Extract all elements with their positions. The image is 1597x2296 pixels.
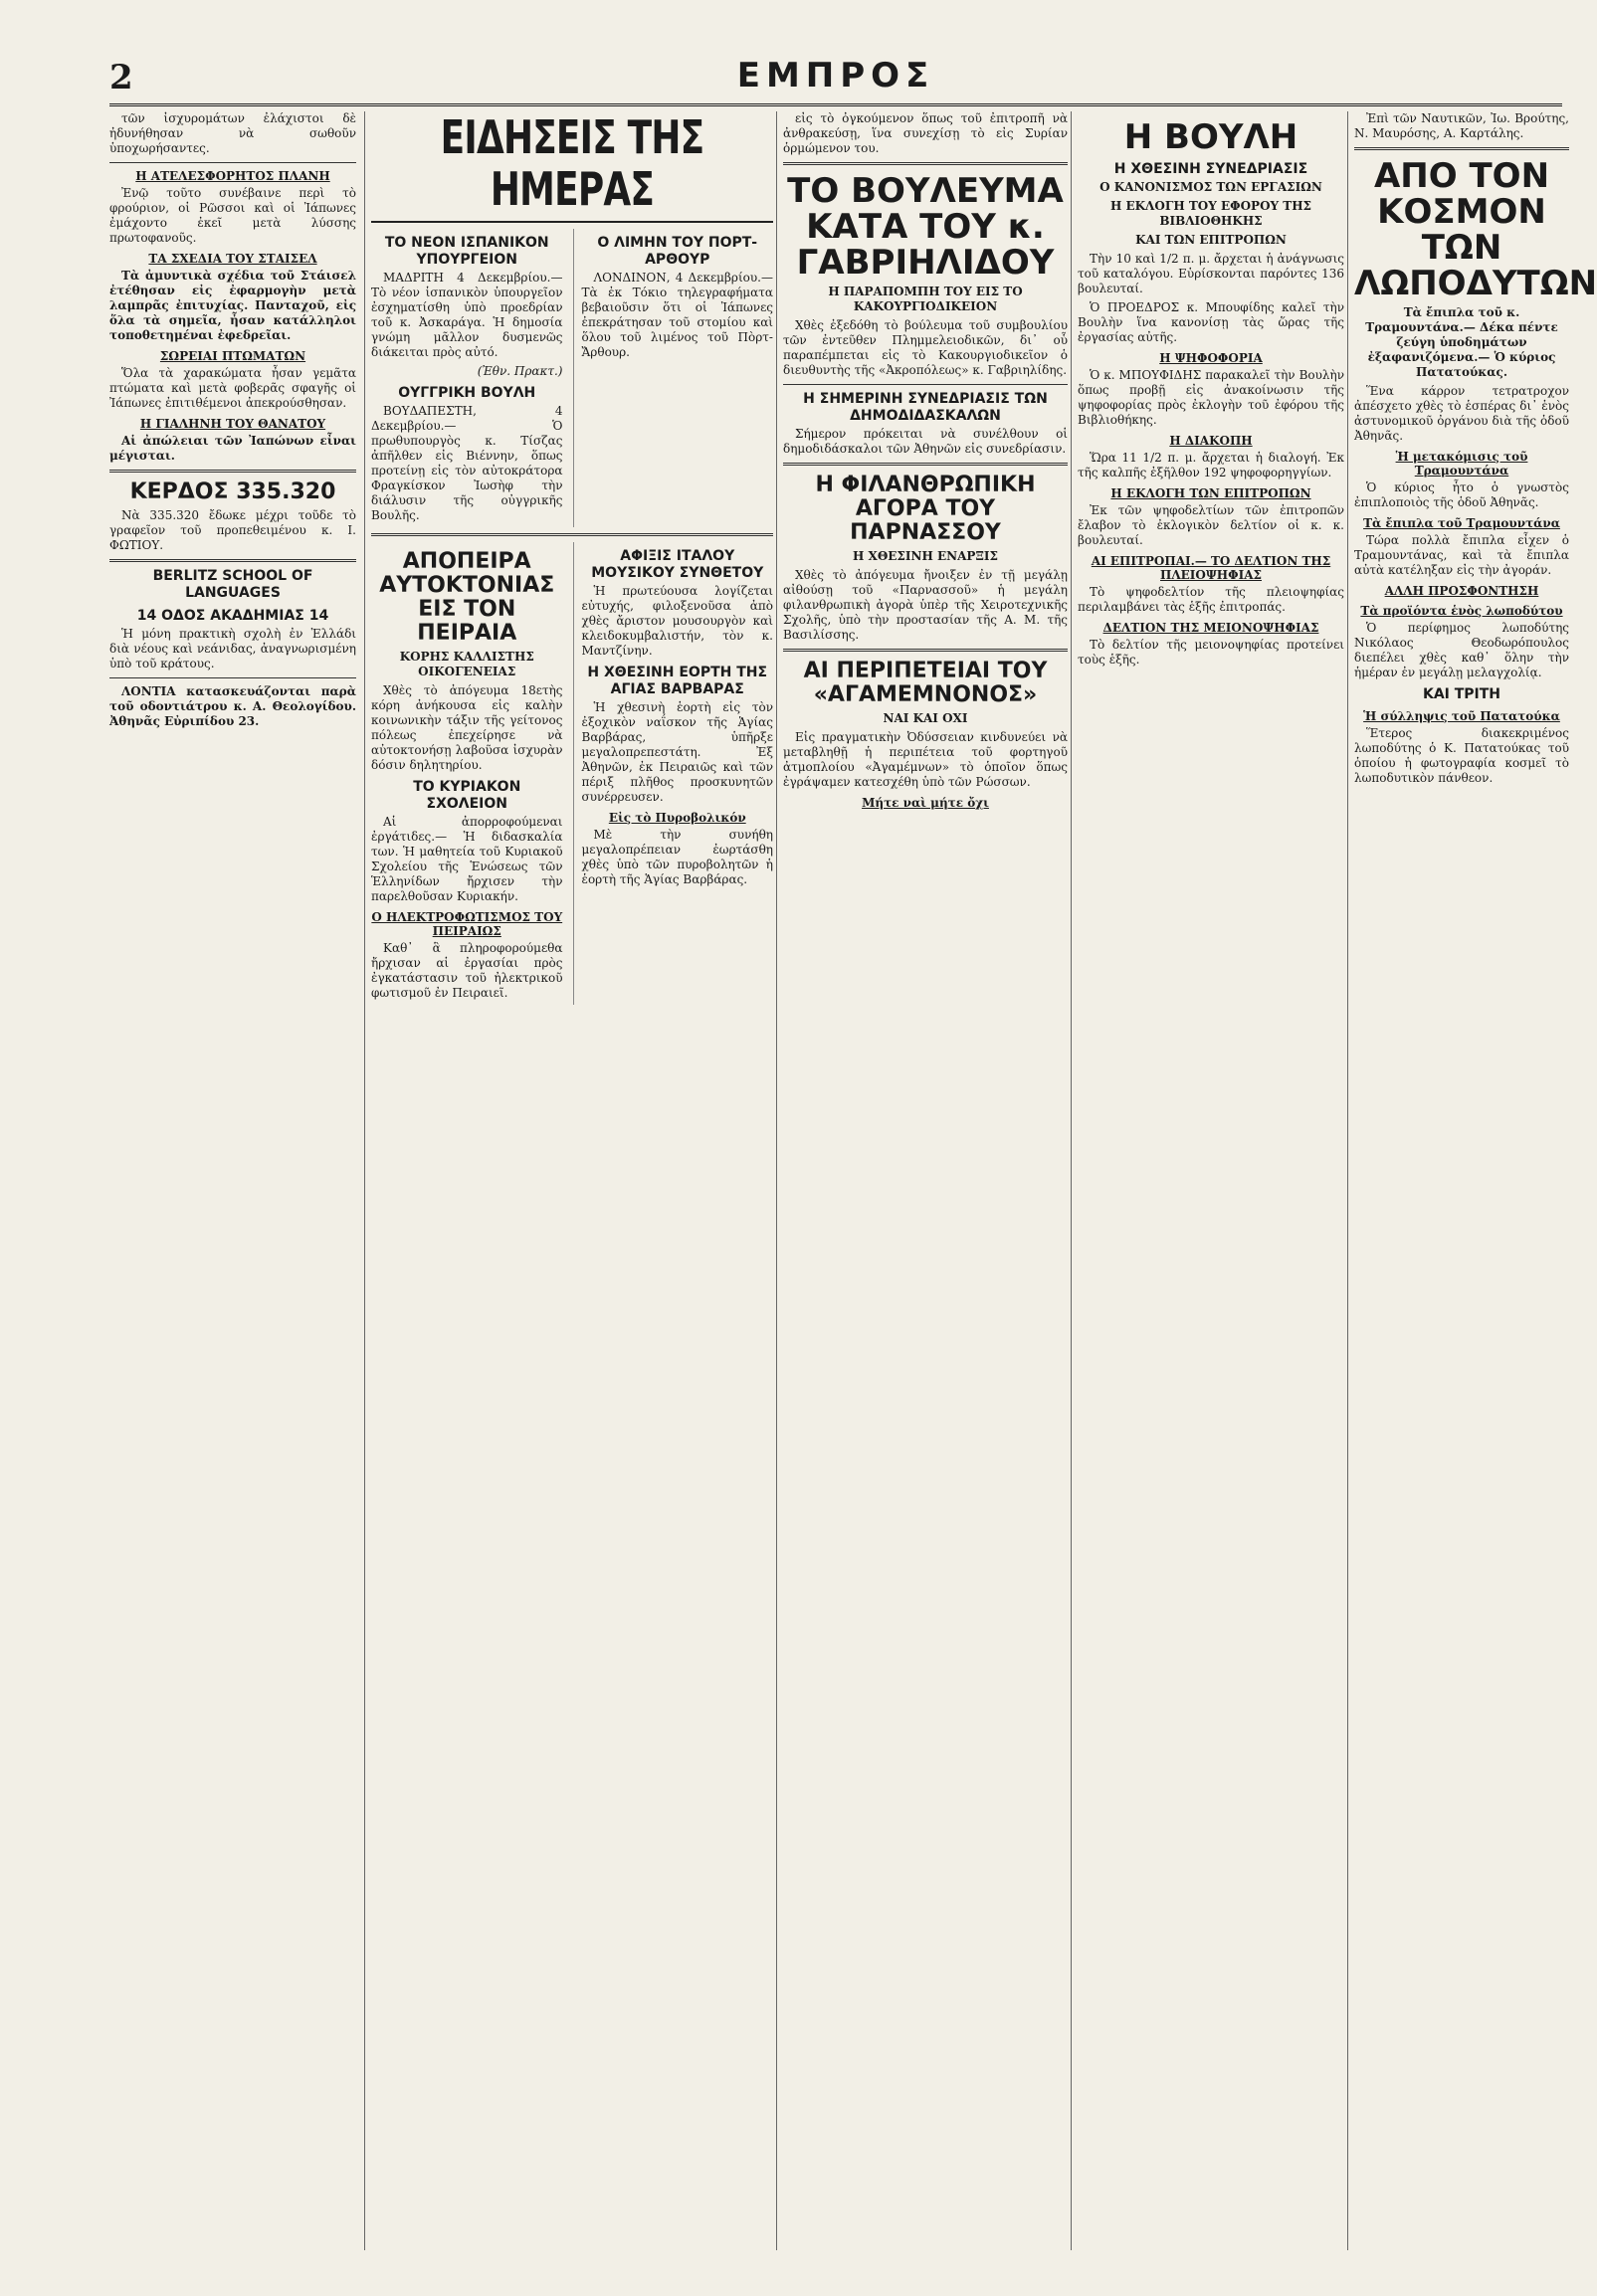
article-intro: τῶν ἰσχυρομάτων ἐλάχιστοι δὲ ἠδυνήθησαν νὰ σωθοῦν ὑποχωρήσαντες. (109, 111, 356, 155)
text-advert-dentist: ΛΟΝΤΙΑ κατασκευάζονται παρὰ τοῦ οδοντιάτρου κ. Α. Θεολογίδου. Ἀθηνᾶς Εὐριπίδου 23. (109, 684, 356, 728)
text-prize: Νὰ 335.320 ἔδωκε μέχρι τοῦδε τὸ γραφεῖον τοῦ προπεθειμένου κ. Ι. ΦΩΤΙΟΥ. (109, 508, 356, 552)
heading-thieves: ΑΠΟ ΤΟΝ ΚΟΣΜΟΝ ΤΩΝ ΛΩΠΟΔΥΤΩΝ (1354, 156, 1597, 303)
text-charity-market: Χθὲς τὸ ἀπόγευμα ἤνοιξεν ἐν τῇ μεγάλῃ αἰθούσῃ τοῦ «Παρνασσοῦ» ἡ μεγάλη φιλανθρωπικὴ ἀγορὰ ὑπὲρ τῆς Χειροτεχνικῆς Σχολῆς, ὑπὸ τὴν προστασίαν τῆς Α. Μ. τῆς Βασιλίσσης. (783, 568, 1068, 642)
column-2 (364, 111, 779, 2250)
heading-break: Η ΔΙΑΚΟΠΗ (1169, 434, 1253, 448)
text-port-arthur: ΛΟΝΔΙΝΟΝ, 4 Δεκεμβρίου.— Τὰ ἐκ Τόκιο τηλεγραφήματα βεβαιοῦσιν ὅτι οἱ Ἰάπωνες ἐπεκράτησαν τοῦ στομίου καὶ ὅλου τοῦ λιμένος τοῦ Πὸρτ-Ἄρθουρ. (581, 271, 773, 359)
column-3 (776, 111, 1074, 2250)
heading-transfer: Ἡ μετακόμισις τοῦ Τραμουντάνα (1395, 450, 1528, 478)
heading-italian: ΑΦΙΞΙΣ ΙΤΑΛΟΥ ΜΟΥΣΙΚΟΥ ΣΥΝΘΕΤΟΥ (591, 548, 764, 581)
deck-vote: Η ΠΑΡΑΠΟΜΠΗ ΤΟΥ ΕΙΣ ΤΟ ΚΑΚΟΥΡΓΙΟΔΙΚΕΙΟΝ (828, 285, 1023, 313)
text-majority-list: Τὸ ψηφοδελτίον τῆς πλειοψηφίας περιλαμβάνει τὰς ἑξῆς ἐπιτροπάς. (1078, 585, 1344, 614)
heading-spain: ΤΟ ΝΕΟΝ ΙΣΠΑΝΙΚΟΝ ΥΠΟΥΡΓΕΙΟΝ (384, 235, 549, 268)
text-break: Ὥρα 11 1/2 π. μ. ἄρχεται ἡ διαλογή. Ἐκ τῆς καλπῆς ἐξῆλθον 192 ψηφοφορηγγίων. (1078, 451, 1344, 479)
page-number: 2 (109, 58, 133, 97)
text-artillery: Μὲ τὴν συνήθη μεγαλοπρέπειαν ἐωρτάσθη χθὲς ὑπὸ τῶν πυροβολητῶν ἡ ἑορτὴ τῆς Ἁγίας Βαρβάρας. (581, 828, 773, 886)
deck-thieves: Τὰ ἔπιπλα τοῦ κ. Τραμουντάνα.— Δέκα πέντε ζεύγη ὑποδημάτων ἐξαφανιζόμενα.— Ὁ κύριος Πατατούκας. (1365, 305, 1558, 379)
text-ballot: Ὁ κ. ΜΠΟΥΦΙΔΗΣ παρακαλεῖ τὴν Βουλὴν ὅπως προβῇ εἰς ἀνακοίνωσιν τῆς ψηφοφορίας πρὸς ἐκλογὴν τοῦ ἐφόρου τῆς Βιβλιοθήκης. (1078, 368, 1344, 427)
heading-electric: Ο ΗΛΕΚΤΡΟΦΩΤΙΣΜΟΣ ΤΟΥ ΠΕΙΡΑΙΩΣ (371, 910, 563, 938)
text-thief-products: Ὁ περίφημος λωποδύτης Νικόλαος Θεοδωρόπουλος διεπέλει χθὲς καθ᾽ ὅλην τὴν ἡμέραν ἐν μεγάλῃ μελαγχολίᾳ. (1354, 621, 1569, 679)
heading-neither: Μήτε ναὶ μήτε ὄχι (862, 796, 989, 810)
heading-sunday-school: ΤΟ ΚΥΡΙΑΚΟΝ ΣΧΟΛΕΙΟΝ (413, 779, 521, 812)
text-furniture: Τώρα πολλὰ ἔπιπλα εἶχεν ὁ Τραμουντάνας, καὶ τὰ ἔπιπλα αὐτὰ κατέληξαν εἰς τὴν ἀγοράν. (1354, 533, 1569, 577)
heading-port-arthur: Ο ΛΙΜΗΝ ΤΟΥ ΠΟΡΤ-ΑΡΘΟΥΡ (597, 235, 758, 268)
heading-majority-list: ΑΙ ΕΠΙΤΡΟΠΑΙ.— ΤΟ ΔΕΛΤΙΟΝ ΤΗΣ ΠΛΕΙΟΨΗΦΙΑΣ (1091, 554, 1331, 582)
text-hungary: ΒΟΥΔΑΠΕΣΤΗ, 4 Δεκεμβρίου.— Ὁ πρωθυπουργὸς κ. Τίσζας ἀπῆλθεν εἰς Βιέννην, ὅπως προτείνῃ εἰς τὸν αὐτοκράτορα Φραγκίσκον Ἰωσὴφ τὴν διάλυσιν τῆς οὐγγρικῆς Βουλῆς. (371, 404, 563, 522)
heading-minority-list: ΔΕΛΤΙΟΝ ΤΗΣ ΜΕΙΟΝΟΨΗΦΙΑΣ (1102, 621, 1319, 635)
text-sunday-school: Αἱ ἀπορροφούμεναι ἐργάτιδες.— Ἡ διδασκαλία των. Ἡ μαθητεία τοῦ Κυριακοῦ Σχολείου τῆς Ἑνώσεως τῶν Ἑλληνίδων ἤρχισεν τὴν παρελθοῦσαν Κυριακήν. (371, 815, 563, 903)
column-5 (1347, 111, 1597, 2250)
heading-death: Η ΓΙΑΛΗΝΗ ΤΟΥ ΘΑΝΑΤΟΥ (139, 417, 326, 431)
heading-berlitz: BERLITZ SCHOOL OF LANGUAGES (152, 568, 313, 601)
deck-agamemnon: ΝΑΙ ΚΑΙ ΟΧΙ (883, 711, 968, 725)
text-committees: Ἐκ τῶν ψηφοδελτίων τῶν ἐπιτροπῶν ἔλαβον τὸ ἐκλογικὸν δελτίον οἱ κ. κ. βουλευταί. (1078, 503, 1344, 547)
deck-session-3: ΚΑΙ ΤΩΝ ΕΠΙΤΡΟΠΩΝ (1135, 233, 1287, 247)
heading-third: ΚΑΙ ΤΡΙΤΗ (1422, 686, 1501, 702)
text-transfer: Ὁ κύριος ἦτο ὁ γνωστὸς ἐπιπλοποιὸς τῆς ὁδοῦ Ἀθηνᾶς. (1354, 480, 1569, 509)
text-unsuccessful: Ἐνῷ τοῦτο συνέβαινε περὶ τὸ φρούριον, οἱ Ρῶσσοι καὶ οἱ Ἰάπωνες ἐμάχοντο ἐκεῖ μετὰ λύσσης πρωτοφανοῦς. (109, 186, 356, 245)
paper-name: ΕΜΠΡΟΣ (736, 56, 935, 96)
heading-charity-market: Η ΦΙΛΑΝΘΡΩΠΙΚΗ ΑΓΟΡΑ ΤΟΥ ΠΑΡΝΑΣΣΟΥ (815, 473, 1036, 545)
column-4 (1071, 111, 1350, 2250)
heading-vote: ΤΟ ΒΟΥΛΕΥΜΑ ΚΑΤΑ ΤΟΥ κ. ΓΑΒΡΙΗΛΙΔΟΥ (787, 171, 1064, 283)
text-italian: Ἡ πρωτεύουσα λογίζεται εὐτυχής, φιλοξενοῦσα ἀπὸ χθὲς ἄριστον μουσουργὸν καὶ κλειδοκυμβαλιστήν, τὸν κ. Μαντζίνην. (581, 584, 773, 658)
heading-hungary: ΟΥΓΓΡΙΚΗ ΒΟΥΛΗ (398, 385, 536, 401)
heading-agamemnon: ΑΙ ΠΕΡΙΠΕΤΕΙΑΙ ΤΟΥ «ΑΓΑΜΕΜΝΟΝΟΣ» (803, 659, 1048, 707)
heading-corpses: ΣΩΡΕΙΑΙ ΠΤΩΜΑΤΩΝ (159, 349, 306, 363)
text-session: Τὴν 10 καὶ 1/2 π. μ. ἄρχεται ἡ ἀνάγνωσις τοῦ καταλόγου. Εὑρίσκονται παρόντες 136 βουλευταί. (1078, 252, 1344, 295)
text-vote: Χθὲς ἐξεδόθη τὸ βούλευμα τοῦ συμβουλίου τῶν ἐντεῦθεν Πλημμελειοδικῶν, δι᾽ οὗ παραπέμπεται εἰς τὸ Κακουργιοδικεῖον ὁ διευθυντὴς τῆς «Ἀκροπόλεως» κ. Γαβριηλίδης. (783, 318, 1068, 377)
text-arrest: Ἕτερος διακεκριμένος λωποδύτης ὁ Κ. Πατατούκας τοῦ ὁποίου ἡ φωτογραφία κοσμεῖ τὸ λωποδυτικὸν πάνθεον. (1354, 726, 1569, 785)
heading-artillery: Εἰς τὸ Πυροβολικόν (608, 811, 746, 825)
deck-attempt: ΚΟΡΗΣ ΚΑΛΛΙΣΤΗΣ ΟΙΚΟΓΕΝΕΙΑΣ (399, 650, 534, 678)
heading-unsuccessful: Η ΑΤΕΛΕΣΦΟΡΗΤΟΣ ΠΛΑΝΗ (135, 169, 330, 183)
text-president: Ὁ ΠΡΟΕΔΡΟΣ κ. Μπουφίδης καλεῖ τὴν Βουλὴν ἵνα κανονίσῃ τὰς ὥρας τῆς ἐργασίας αὐτῆς. (1078, 300, 1344, 344)
masthead (109, 54, 1562, 106)
deck-charity-market: Η ΧΘΕΣΙΝΗ ΕΝΑΡΞΙΣ (853, 549, 998, 563)
column-1 (109, 111, 362, 2250)
heading-feast: Η ΧΘΕΣΙΝΗ ΕΟΡΤΗ ΤΗΣ ΑΓΙΑΣ ΒΑΡΒΑΡΑΣ (587, 665, 768, 697)
section-title-news: ΕΙΔΗΣΕΙΣ ΤΗΣ ΗΜΕΡΑΣ (440, 110, 704, 216)
text-corpses: Ὅλα τὰ χαρακώματα ἦσαν γεμᾶτα πτώματα καὶ μετὰ φοβερᾶς σφαγῆς οἱ Ἰάπωνες ἐπιτιθέμενοι ἀπεκρούσθησαν. (109, 366, 356, 410)
deck-session-1: Ο ΚΑΝΟΝΙΣΜΟΣ ΤΩΝ ΕΡΓΑΣΙΩΝ (1099, 180, 1322, 194)
heading-committees: Η ΕΚΛΟΓΗ ΤΩΝ ΕΠΙΤΡΟΠΩΝ (1110, 486, 1311, 500)
text-plans: Τὰ ἀμυντικὰ σχέδια τοῦ Στάισελ ἐτέθησαν εἰς ἐφαρμογὴν μετὰ λαμπρᾶς ἐπιτυχίας. Πανταχοῦ, εἰς ὅλα τὰ σημεῖα, ἦσαν κατάλληλοι τοποθετημέναι ἐφεδρεῖαι. (109, 269, 356, 342)
text-agamemnon: Εἰς πραγματικὴν Ὀδύσσειαν κινδυνεύει νὰ μεταβληθῇ ἡ περιπέτεια τοῦ φορτηγοῦ ἀτμοπλοίου «Ἀγαμέμνων» τὸ ὁποῖον ὅπως ἐγράψαμεν κατεσχέθη ὑπὸ τῶν Ρώσσων. (783, 730, 1068, 789)
heading-another: ΑΛΛΗ ΠΡΟΣΦΟΝΤΗΣΗ (1384, 584, 1539, 598)
text-death: Αἱ ἀπώλειαι τῶν Ἰαπώνων εἶναι μέγισται. (109, 434, 356, 463)
text-thieves: Ἕνα κάρρον τετρατροχον ἀπέσχετο χθὲς τὸ ἑσπέρας δι᾽ ἑνὸς ἀστυνομικοῦ ὀργάνου διὰ τῆς ὁδοῦ Ἀθηνᾶς. (1354, 384, 1569, 443)
heading-teachers-meeting: Η ΣΗΜΕΡΙΝΗ ΣΥΝΕΔΡΙΑΣΙΣ ΤΩΝ ΔΗΜΟΔΙΔΑΣΚΑΛΩΝ (803, 391, 1048, 424)
heading-furniture: Τὰ ἔπιπλα τοῦ Τραμουντάνα (1363, 516, 1560, 530)
text-column5-top: Ἐπὶ τῶν Ναυτικῶν, Ἰω. Βρούτης, Ν. Μαυρόσης, Α. Καρτάλης. (1354, 111, 1569, 140)
deck-session-2: Η ΕΚΛΟΓΗ ΤΟΥ ΕΦΟΡΟΥ ΤΗΣ ΒΙΒΛΙΟΘΗΚΗΣ (1109, 199, 1312, 228)
heading-arrest: Ἡ σύλληψις τοῦ Πατατούκα (1363, 709, 1560, 723)
text-electric: Καθ᾽ ἃ πληροφορούμεθα ἤρχισαν αἱ ἐργασίαι πρὸς ἐγκατάστασιν τοῦ ἠλεκτρικοῦ φωτισμοῦ ἐν Πειραιεῖ. (371, 941, 563, 1000)
section-title-parliament: Η ΒΟΥΛΗ (1123, 117, 1298, 157)
berlitz-address: 14 ΟΔΟΣ ΑΚΑΔΗΜΙΑΣ 14 (136, 608, 329, 624)
text-column3-top: εἰς τὸ ὀγκούμενον ὅπως τοῦ ἐπιτροπῆ νὰ ἀνθρακεύσῃ, ἵνα συνεχίσῃ τὸ εἰς Συρίαν ὁρμώμενον του. (783, 111, 1068, 155)
text-minority-list: Τὸ δελτίον τῆς μειονοψηφίας προτείνει τοὺς ἑξῆς. (1078, 638, 1344, 667)
text-teachers-meeting: Σήμερον πρόκειται νὰ συνέλθουν οἱ δημοδιδάσκαλοι τῶν Ἀθηνῶν εἰς συνεδρίασιν. (783, 427, 1068, 456)
heading-prize: ΚΕΡΔΟΣ 335.320 (129, 479, 336, 504)
heading-plans: ΤΑ ΣΧΕΔΙΑ ΤΟΥ ΣΤΑΙΣΕΛ (148, 252, 317, 266)
text-berlitz: Ἡ μόνη πρακτικὴ σχολὴ ἐν Ἑλλάδι διὰ νέους καὶ νεάνιδας, ἀναγνωρισμένη ὑπὸ τοῦ κράτους. (109, 627, 356, 670)
heading-session: Η ΧΘΕΣΙΝΗ ΣΥΝΕΔΡΙΑΣΙΣ (1113, 161, 1308, 177)
heading-thief-products: Τὰ προϊόντα ἑνὸς λωποδύτου (1360, 604, 1563, 618)
source-note: (Ἐθν. Πρακτ.) (477, 364, 563, 378)
text-feast: Ἡ χθεσινὴ ἑορτὴ εἰς τὸν ἐξοχικὸν ναΐσκον τῆς Ἁγίας Βαρβάρας, ὑπῆρξε μεγαλοπρεπεστάτη. Ἐξ Ἀθηνῶν, ἐκ Πειραιῶς καὶ τῶν πέριξ πλῆθος προσκυνητῶν συνέρρευσεν. (581, 700, 773, 804)
text-attempt: Χθὲς τὸ ἀπόγευμα 18ετὴς κόρη ἀνήκουσα εἰς καλὴν κοινωνικὴν τάξιν τῆς γείτονος πόλεως ἐπεχείρησε νὰ αὐτοκτονήσῃ λαβοῦσα ἰσχυρὰν δόσιν δηλητηρίου. (371, 683, 563, 772)
text-spain: ΜΑΔΡΙΤΗ 4 Δεκεμβρίου.— Τὸ νέον ἱσπανικὸν ὑπουργεῖον ἐσχηματίσθη ὑπὸ προεδρίαν τοῦ κ. Ἀσκαράγα. Ἡ δημοσία γνώμη μᾶλλον δυσμενῶς διάκειται πρὸς αὐτό. (371, 271, 563, 359)
heading-ballot: Η ΨΗΦΟΦΟΡΙΑ (1159, 351, 1263, 365)
heading-attempt: ΑΠΟΠΕΙΡΑ ΑΥΤΟΚΤΟΝΙΑΣ ΕΙΣ ΤΟΝ ΠΕΙΡΑΙΑ (379, 549, 555, 646)
